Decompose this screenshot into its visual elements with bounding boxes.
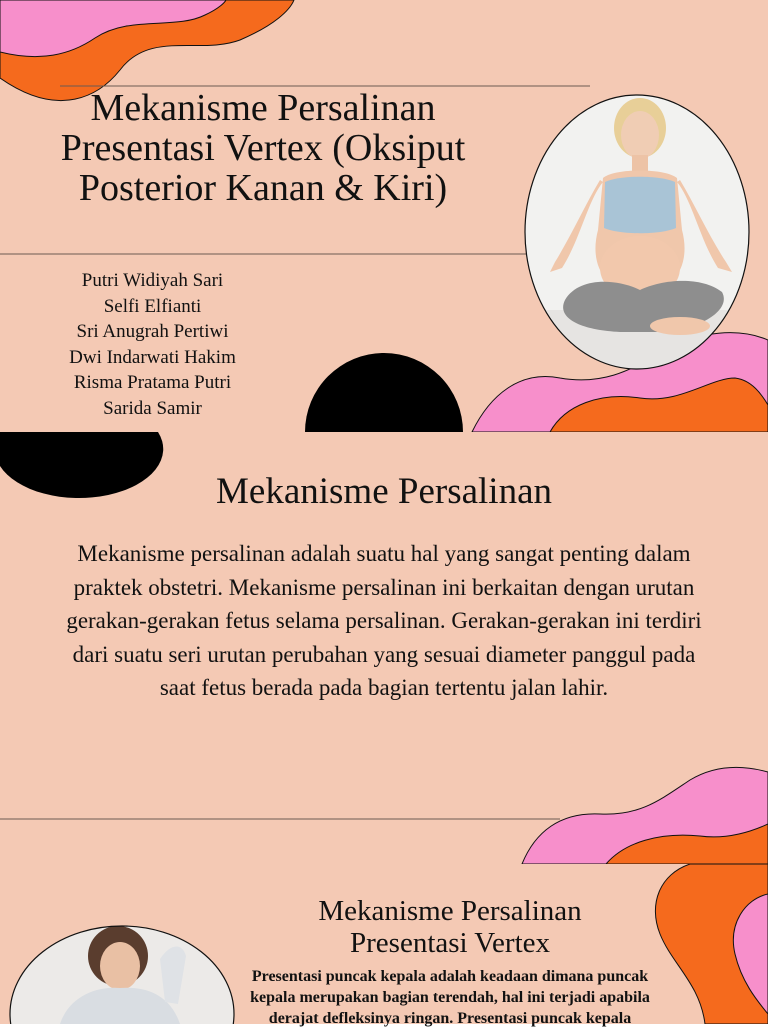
section-title: Mekanisme Persalinan	[216, 471, 552, 512]
author-name: Selfi Elfianti	[103, 295, 202, 317]
author-name: Sarida Samir	[103, 397, 202, 419]
section-body-text: Mekanisme persalinan adalah suatu hal yang sangat penting dalam praktek obstetri. Mekanisme persalinan ini berkaitan dengan urutan gerakan-gerakan fetus selama persalinan. Gerakan-gerakan ini terdiri dari suatu seri urutan perubahan yang sesuai diameter panggul pada saat fetus berada pada bagian tertentu jalan lahir.	[66, 541, 702, 700]
presentation-title: Mekanisme Persalinan Presentasi Vertex (Oksiput Posterior Kanan & Kiri)	[60, 87, 466, 209]
author-name: Dwi Indarwati Hakim	[69, 346, 236, 368]
woman-photo	[0, 924, 240, 1024]
author-name: Putri Widiyah Sari	[81, 270, 224, 291]
author-list	[40, 268, 265, 421]
slide-title	[0, 0, 768, 432]
slide-title-vertex: Mekanisme Persalinan Presentasi Vertex	[318, 895, 582, 959]
author-name: Risma Pratama Putri	[73, 372, 232, 393]
slide-body-vertex: Presentasi puncak kepala adalah keadaan dimana puncak kepala merupakan bagian terendah, hal ini terjadi apabila derajat defleksinya ringan. Presentasi puncak kepala	[250, 968, 650, 1027]
black-half-circle	[305, 353, 463, 432]
author-name: Sri Anugrah Pertiwi	[76, 321, 229, 342]
